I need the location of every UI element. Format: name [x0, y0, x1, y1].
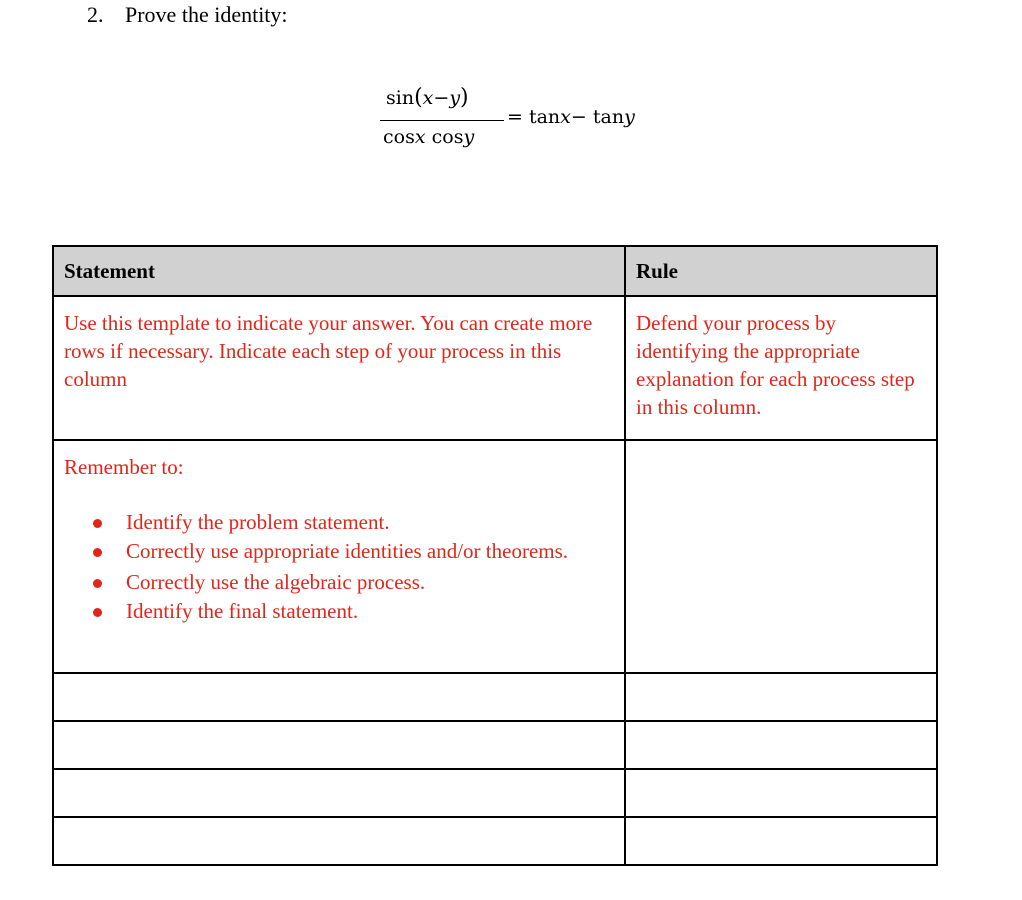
fraction-bar [380, 120, 504, 121]
list-item: Correctly use appropriate identities and/or theorems. [126, 537, 614, 566]
equation-denominator: cosx cosy [383, 126, 475, 148]
remember-rule-cell[interactable] [625, 440, 937, 673]
problem-instruction: Prove the identity: [125, 2, 288, 27]
empty-rule-cell[interactable] [625, 673, 937, 721]
empty-rule-cell[interactable] [625, 721, 937, 769]
empty-statement-cell[interactable] [53, 817, 625, 865]
table-row [53, 673, 937, 721]
table-row [53, 440, 937, 673]
header-rule: Rule [625, 246, 937, 296]
equation-rhs: = tanx− tany [507, 106, 635, 128]
table-header-row [53, 246, 937, 296]
proof-table [52, 245, 938, 866]
equation-numerator: sin(x−y) [386, 85, 469, 110]
table-row [53, 817, 937, 865]
problem-heading [87, 2, 288, 28]
table-row [53, 721, 937, 769]
empty-statement-cell[interactable] [53, 721, 625, 769]
table-row [53, 769, 937, 817]
empty-statement-cell[interactable] [53, 769, 625, 817]
remember-label: Remember to: [64, 455, 184, 479]
empty-rule-cell[interactable] [625, 769, 937, 817]
intro-rule-cell[interactable]: Defend your process by identifying the appropriate explanation for each process step in this column. [625, 296, 937, 440]
header-statement: Statement [53, 246, 625, 296]
remember-checklist [64, 508, 614, 626]
list-item: Identify the final statement. [126, 597, 614, 626]
empty-statement-cell[interactable] [53, 673, 625, 721]
remember-cell[interactable] [53, 440, 625, 673]
list-item: Identify the problem statement. [126, 508, 614, 537]
empty-rule-cell[interactable] [625, 817, 937, 865]
list-item: Correctly use the algebraic process. [126, 568, 614, 597]
problem-number: 2. [87, 2, 104, 27]
intro-statement-cell[interactable]: Use this template to indicate your answer. You can create more rows if necessary. Indicate each step of your process in this column [53, 296, 625, 440]
table-row [53, 296, 937, 440]
